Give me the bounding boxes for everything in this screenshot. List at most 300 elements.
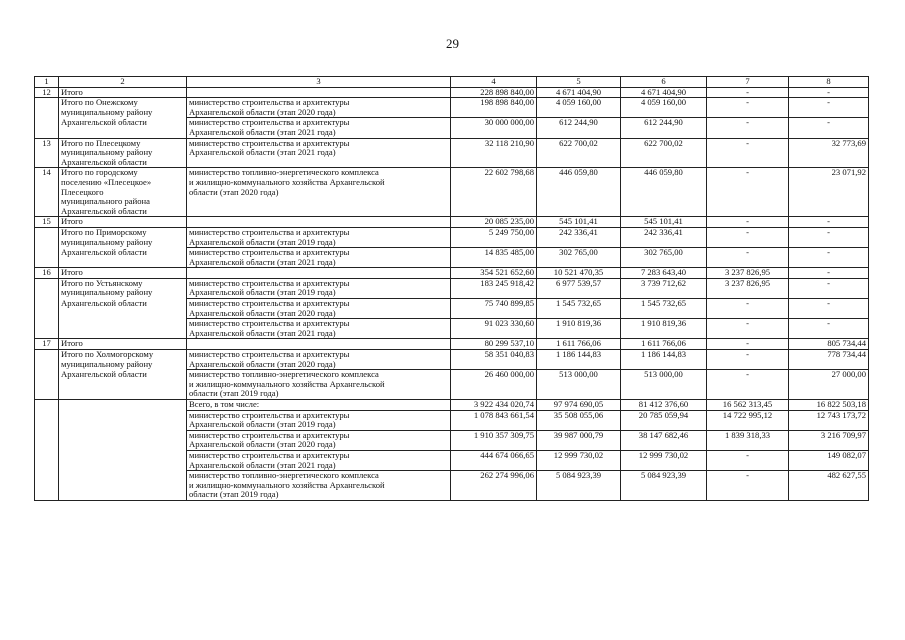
table-cell-col3: и жилищно-коммунального хозяйства Архангельской (187, 481, 451, 491)
table-cell-col6: 12 999 730,02 (621, 450, 707, 460)
table-cell-col5 (537, 360, 621, 370)
table-row (35, 370, 869, 380)
table-cell-col8 (789, 490, 869, 500)
table-cell-col2 (59, 128, 187, 138)
table-cell-col1 (35, 481, 59, 491)
table-cell-col4 (451, 108, 537, 118)
table-cell-col4 (451, 461, 537, 471)
table-cell-col7: 14 722 995,12 (707, 410, 789, 420)
table-cell-col7: - (707, 138, 789, 148)
table-cell-col5 (537, 197, 621, 207)
table-cell-col1 (35, 118, 59, 128)
financing-table (34, 76, 869, 501)
table-cell-col7: 3 237 826,95 (707, 268, 789, 279)
table-cell-col8: - (789, 299, 869, 309)
table-cell-col1 (35, 128, 59, 138)
table-cell-col7 (707, 380, 789, 390)
table-cell-col4: 58 351 040,83 (451, 350, 537, 360)
table-cell-col2 (59, 440, 187, 450)
table-cell-col5: 622 700,02 (537, 138, 621, 148)
table-cell-col1 (35, 148, 59, 158)
table-row (35, 481, 869, 491)
table-cell-col5: 1 545 732,65 (537, 299, 621, 309)
table-cell-col6 (621, 238, 707, 248)
table-cell-col8: - (789, 118, 869, 128)
table-cell-col8: - (789, 248, 869, 258)
table-cell-col6: 302 765,00 (621, 248, 707, 258)
table-cell-col5 (537, 329, 621, 339)
table-cell-col5 (537, 380, 621, 390)
table-cell-col4: 5 249 750,00 (451, 227, 537, 237)
table-cell-col6 (621, 380, 707, 390)
table-row (35, 217, 869, 228)
table-cell-col6 (621, 288, 707, 298)
table-cell-col3 (187, 158, 451, 168)
header-cell: 8 (789, 77, 869, 88)
table-cell-col3: Архангельской области (этап 2021 года) (187, 148, 451, 158)
table-row (35, 108, 869, 118)
table-cell-col7 (707, 258, 789, 268)
table-cell-col2: муниципального района (59, 197, 187, 207)
table-cell-col2 (59, 461, 187, 471)
table-cell-col2: муниципальному району (59, 360, 187, 370)
table-cell-col3 (187, 207, 451, 217)
table-cell-col4 (451, 128, 537, 138)
table-cell-col3: министерство строительства и архитектуры (187, 299, 451, 309)
table-cell-col5 (537, 238, 621, 248)
table-cell-col6: 446 059,80 (621, 168, 707, 178)
table-cell-col5 (537, 420, 621, 430)
table-cell-col3 (187, 339, 451, 350)
table-cell-col4: 444 674 066,65 (451, 450, 537, 460)
table-cell-col8: 778 734,44 (789, 350, 869, 360)
table-cell-col8: - (789, 227, 869, 237)
table-cell-col7 (707, 389, 789, 399)
table-cell-col6: 545 101,41 (621, 217, 707, 228)
table-row (35, 168, 869, 178)
table-cell-col2: Итого по городскому (59, 168, 187, 178)
table-cell-col4 (451, 360, 537, 370)
table-cell-col1: 15 (35, 217, 59, 228)
table-cell-col1 (35, 238, 59, 248)
table-cell-col1: 12 (35, 87, 59, 98)
table-cell-col5 (537, 148, 621, 158)
table-cell-col4: 80 299 537,10 (451, 339, 537, 350)
table-cell-col4: 75 740 899,85 (451, 299, 537, 309)
table-cell-col5: 4 671 404,90 (537, 87, 621, 98)
table-cell-col7: 3 237 826,95 (707, 278, 789, 288)
table-cell-col8: 12 743 173,72 (789, 410, 869, 420)
table-cell-col5 (537, 490, 621, 500)
table-cell-col1: 14 (35, 168, 59, 178)
table-cell-col7: - (707, 168, 789, 178)
table-row (35, 450, 869, 460)
table-cell-col3: министерство строительства и архитектуры (187, 410, 451, 420)
table-cell-col2: Архангельской области (59, 299, 187, 309)
table-cell-col7 (707, 329, 789, 339)
table-cell-col7 (707, 440, 789, 450)
table-cell-col5: 302 765,00 (537, 248, 621, 258)
table-cell-col8: 23 071,92 (789, 168, 869, 178)
table-cell-col8 (789, 238, 869, 248)
table-cell-col7 (707, 420, 789, 430)
table-cell-col4: 183 245 918,42 (451, 278, 537, 288)
table-cell-col2: Архангельской области (59, 158, 187, 168)
table-cell-col1 (35, 430, 59, 440)
table-body (35, 77, 869, 501)
table-cell-col1 (35, 319, 59, 329)
table-cell-col6 (621, 108, 707, 118)
table-cell-col7 (707, 238, 789, 248)
table-cell-col8 (789, 148, 869, 158)
table-cell-col3: Архангельской области (этап 2020 года) (187, 360, 451, 370)
table-cell-col2: Итого (59, 339, 187, 350)
table-cell-col5: 242 336,41 (537, 227, 621, 237)
table-cell-col8 (789, 188, 869, 198)
table-cell-col4: 91 023 330,60 (451, 319, 537, 329)
table-cell-col1 (35, 207, 59, 217)
table-cell-col3 (187, 217, 451, 228)
header-cell: 3 (187, 77, 451, 88)
table-cell-col7: - (707, 339, 789, 350)
table-cell-col6 (621, 188, 707, 198)
table-cell-col8 (789, 329, 869, 339)
table-row (35, 148, 869, 158)
table-cell-col5: 10 521 470,35 (537, 268, 621, 279)
table-cell-col3: министерство топливно-энергетического комплекса (187, 370, 451, 380)
table-cell-col3: Архангельской области (этап 2020 года) (187, 309, 451, 319)
header-cell: 5 (537, 77, 621, 88)
table-cell-col7 (707, 108, 789, 118)
table-cell-col3: Всего, в том числе: (187, 400, 451, 411)
table-row (35, 158, 869, 168)
table-cell-col7 (707, 461, 789, 471)
table-cell-col6: 81 412 376,60 (621, 400, 707, 411)
table-cell-col6 (621, 389, 707, 399)
table-cell-col2 (59, 380, 187, 390)
table-cell-col3: области (этап 2019 года) (187, 389, 451, 399)
table-cell-col3: министерство строительства и архитектуры (187, 227, 451, 237)
table-row (35, 98, 869, 108)
table-row (35, 288, 869, 298)
table-cell-col6 (621, 329, 707, 339)
table-cell-col6: 38 147 682,46 (621, 430, 707, 440)
table-cell-col6 (621, 420, 707, 430)
table-cell-col3 (187, 268, 451, 279)
table-cell-col8 (789, 461, 869, 471)
table-row (35, 380, 869, 390)
table-cell-col1 (35, 288, 59, 298)
table-cell-col6 (621, 148, 707, 158)
table-row (35, 128, 869, 138)
table-cell-col1 (35, 178, 59, 188)
table-row (35, 248, 869, 258)
table-cell-col8 (789, 389, 869, 399)
table-cell-col2: Архангельской области (59, 118, 187, 128)
table-cell-col6: 5 084 923,39 (621, 471, 707, 481)
table-cell-col1 (35, 490, 59, 500)
table-cell-col1 (35, 471, 59, 481)
table-cell-col7: 1 839 318,33 (707, 430, 789, 440)
table-cell-col3: министерство строительства и архитектуры (187, 430, 451, 440)
table-cell-col4: 14 835 485,00 (451, 248, 537, 258)
table-cell-col2 (59, 309, 187, 319)
table-cell-col8 (789, 207, 869, 217)
table-cell-col2 (59, 490, 187, 500)
table-row (35, 461, 869, 471)
table-row (35, 138, 869, 148)
table-cell-col2: Итого (59, 87, 187, 98)
table-cell-col6: 7 283 643,40 (621, 268, 707, 279)
table-cell-col4 (451, 490, 537, 500)
table-cell-col4 (451, 380, 537, 390)
table-cell-col1 (35, 450, 59, 460)
table-cell-col4: 262 274 996,06 (451, 471, 537, 481)
table-cell-col4 (451, 481, 537, 491)
table-cell-col8: - (789, 87, 869, 98)
table-cell-col6 (621, 490, 707, 500)
header-cell: 4 (451, 77, 537, 88)
table-cell-col4 (451, 197, 537, 207)
table-cell-col2: Итого по Плесецкому (59, 138, 187, 148)
table-cell-col2: Итого (59, 217, 187, 228)
table-cell-col1 (35, 309, 59, 319)
table-cell-col8: - (789, 217, 869, 228)
table-cell-col8 (789, 158, 869, 168)
table-cell-col3: Архангельской области (этап 2020 года) (187, 440, 451, 450)
table-cell-col5 (537, 188, 621, 198)
table-cell-col8 (789, 420, 869, 430)
table-cell-col7 (707, 309, 789, 319)
table-cell-col1 (35, 461, 59, 471)
table-cell-col2: Архангельской области (59, 370, 187, 380)
table-cell-col4: 22 602 798,68 (451, 168, 537, 178)
table-cell-col1 (35, 158, 59, 168)
table-cell-col7 (707, 158, 789, 168)
table-cell-col1 (35, 278, 59, 288)
table-cell-col3: министерство топливно-энергетического комплекса (187, 168, 451, 178)
table-row (35, 339, 869, 350)
page-number: 29 (446, 36, 459, 51)
table-row (35, 430, 869, 440)
table-cell-col4: 32 118 210,90 (451, 138, 537, 148)
table-cell-col7: - (707, 248, 789, 258)
table-cell-col6: 20 785 059,94 (621, 410, 707, 420)
table-cell-col2: Итого по Холмогорскому (59, 350, 187, 360)
table-cell-col4: 20 085 235,00 (451, 217, 537, 228)
table-cell-col3: и жилищно-коммунального хозяйства Архангельской (187, 380, 451, 390)
table-cell-col8: 482 627,55 (789, 471, 869, 481)
table-cell-col3: министерство строительства и архитектуры (187, 450, 451, 460)
table-cell-col7 (707, 207, 789, 217)
table-cell-col7 (707, 360, 789, 370)
table-cell-col8: 3 216 709,97 (789, 430, 869, 440)
table-cell-col6: 1 545 732,65 (621, 299, 707, 309)
table-row (35, 238, 869, 248)
table-cell-col4: 26 460 000,00 (451, 370, 537, 380)
table-cell-col8 (789, 309, 869, 319)
table-cell-col3: Архангельской области (этап 2019 года) (187, 420, 451, 430)
table-cell-col1 (35, 227, 59, 237)
table-cell-col4: 30 000 000,00 (451, 118, 537, 128)
table-cell-col1 (35, 197, 59, 207)
table-row (35, 268, 869, 279)
table-cell-col5: 1 611 766,06 (537, 339, 621, 350)
table-cell-col5: 1 910 819,36 (537, 319, 621, 329)
table-cell-col4 (451, 440, 537, 450)
table-cell-col1 (35, 188, 59, 198)
table-cell-col1 (35, 329, 59, 339)
table-cell-col3: Архангельской области (этап 2019 года) (187, 288, 451, 298)
table-cell-col2: муниципальному району (59, 288, 187, 298)
table-cell-col5 (537, 128, 621, 138)
table-row (35, 299, 869, 309)
table-cell-col6 (621, 309, 707, 319)
table-cell-col5: 35 508 055,06 (537, 410, 621, 420)
table-cell-col7 (707, 490, 789, 500)
table-row (35, 410, 869, 420)
table-cell-col4: 228 898 840,00 (451, 87, 537, 98)
table-cell-col6: 4 671 404,90 (621, 87, 707, 98)
table-row (35, 178, 869, 188)
table-cell-col4 (451, 288, 537, 298)
table-cell-col8 (789, 481, 869, 491)
table-cell-col5 (537, 461, 621, 471)
table-cell-col6 (621, 258, 707, 268)
table-cell-col2 (59, 471, 187, 481)
table-header-row (35, 77, 869, 88)
table-cell-col3: министерство строительства и архитектуры (187, 319, 451, 329)
table-cell-col1 (35, 299, 59, 309)
table-cell-col4 (451, 389, 537, 399)
table-cell-col3: министерство строительства и архитектуры (187, 118, 451, 128)
table-cell-col5: 545 101,41 (537, 217, 621, 228)
table-cell-col2 (59, 329, 187, 339)
table-cell-col6: 612 244,90 (621, 118, 707, 128)
table-cell-col2 (59, 430, 187, 440)
table-cell-col5 (537, 258, 621, 268)
table-cell-col2 (59, 420, 187, 430)
table-cell-col1 (35, 410, 59, 420)
table-cell-col7: - (707, 450, 789, 460)
table-cell-col2 (59, 410, 187, 420)
table-row (35, 350, 869, 360)
table-cell-col8: 16 822 503,18 (789, 400, 869, 411)
table-row (35, 118, 869, 128)
table-cell-col7: - (707, 87, 789, 98)
table-row (35, 278, 869, 288)
table-cell-col5 (537, 178, 621, 188)
table-cell-col2: Итого (59, 268, 187, 279)
table-cell-col5: 4 059 160,00 (537, 98, 621, 108)
table-cell-col2 (59, 258, 187, 268)
table-cell-col6 (621, 197, 707, 207)
table-cell-col6 (621, 461, 707, 471)
table-cell-col3: Архангельской области (этап 2019 года) (187, 238, 451, 248)
table-cell-col7: - (707, 217, 789, 228)
table-row (35, 309, 869, 319)
table-cell-col4 (451, 238, 537, 248)
table-cell-col4: 1 910 357 309,75 (451, 430, 537, 440)
table-cell-col2 (59, 389, 187, 399)
table-cell-col1 (35, 370, 59, 380)
table-cell-col5 (537, 158, 621, 168)
table-cell-col4 (451, 207, 537, 217)
table-cell-col5 (537, 481, 621, 491)
table-row (35, 440, 869, 450)
table-cell-col8: - (789, 98, 869, 108)
table-cell-col3: области (этап 2019 года) (187, 490, 451, 500)
table-cell-col7: - (707, 118, 789, 128)
table-cell-col6: 513 000,00 (621, 370, 707, 380)
table-cell-col7 (707, 128, 789, 138)
table-cell-col7 (707, 148, 789, 158)
table-cell-col3: Архангельской области (этап 2020 года) (187, 108, 451, 118)
table-cell-col4 (451, 178, 537, 188)
table-cell-col4 (451, 148, 537, 158)
table-cell-col8: 27 000,00 (789, 370, 869, 380)
table-cell-col5: 513 000,00 (537, 370, 621, 380)
table-cell-col4 (451, 258, 537, 268)
table-row (35, 420, 869, 430)
table-cell-col7: - (707, 471, 789, 481)
table-cell-col1 (35, 389, 59, 399)
table-cell-col6 (621, 360, 707, 370)
table-cell-col3 (187, 87, 451, 98)
table-cell-col6: 1 910 819,36 (621, 319, 707, 329)
table-cell-col4 (451, 309, 537, 319)
table-cell-col6 (621, 440, 707, 450)
table-cell-col2 (59, 450, 187, 460)
table-cell-col4: 3 922 434 020,74 (451, 400, 537, 411)
table-cell-col7 (707, 288, 789, 298)
table-cell-col3: министерство строительства и архитектуры (187, 98, 451, 108)
table-cell-col5: 446 059,80 (537, 168, 621, 178)
table-cell-col7 (707, 178, 789, 188)
table-cell-col4: 198 898 840,00 (451, 98, 537, 108)
table-row (35, 471, 869, 481)
table-cell-col4 (451, 420, 537, 430)
table-cell-col5 (537, 389, 621, 399)
table-row (35, 360, 869, 370)
header-cell: 6 (621, 77, 707, 88)
table-cell-col5 (537, 309, 621, 319)
table-cell-col8 (789, 197, 869, 207)
table-cell-col6 (621, 207, 707, 217)
table-cell-col7: - (707, 227, 789, 237)
table-row (35, 329, 869, 339)
table-cell-col4 (451, 158, 537, 168)
table-cell-col5 (537, 288, 621, 298)
table-cell-col3: министерство топливно-энергетического комплекса (187, 471, 451, 481)
table-cell-col8 (789, 108, 869, 118)
table-cell-col8: - (789, 278, 869, 288)
table-cell-col8 (789, 178, 869, 188)
table-cell-col1 (35, 98, 59, 108)
table-cell-col2: Итого по Устьянскому (59, 278, 187, 288)
table-cell-col5: 612 244,90 (537, 118, 621, 128)
table-cell-col6: 622 700,02 (621, 138, 707, 148)
table-cell-col1 (35, 420, 59, 430)
table-cell-col7: - (707, 370, 789, 380)
table-cell-col3: министерство строительства и архитектуры (187, 248, 451, 258)
table-cell-col1 (35, 380, 59, 390)
table-cell-col6 (621, 178, 707, 188)
table-cell-col2 (59, 481, 187, 491)
table-cell-col8 (789, 380, 869, 390)
table-cell-col7: - (707, 299, 789, 309)
table-cell-col1: 16 (35, 268, 59, 279)
